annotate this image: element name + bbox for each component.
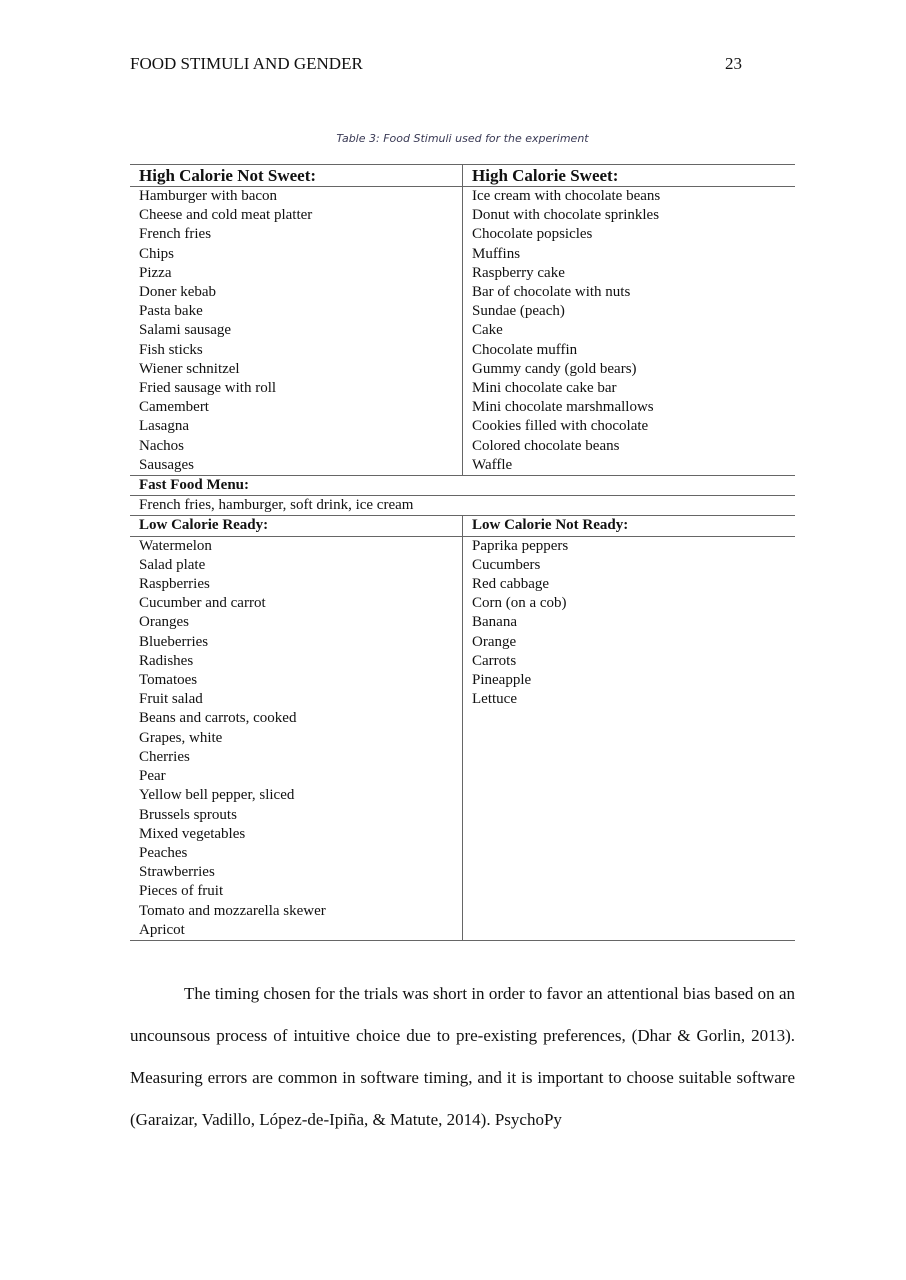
table-header-row-low-calorie xyxy=(130,516,795,536)
heading-low-calorie-not-ready: Low Calorie Not Ready: xyxy=(463,516,796,536)
body-paragraph-text: The timing chosen for the trials was short in order to favor an attentional bias based on an uncounsous process of intuitive choice due to pre-existing preferences, (Dhar & Gorlin, 2013). Measuring errors are common in software timing, and it is important to choose suitable software (Garaizar, Vadillo, López-de-Ipiña, & Matute, 2014). PsychoPy xyxy=(130,984,795,1129)
list-item: Bar of chocolate with nuts xyxy=(472,284,631,301)
list-item: Orange xyxy=(472,633,517,650)
list-item: Wiener schnitzel xyxy=(139,360,240,377)
list-item: Cake xyxy=(472,322,503,339)
list-item: Mini chocolate marshmallows xyxy=(472,399,654,416)
list-item: Colored chocolate beans xyxy=(472,437,620,454)
list-item: Pizza xyxy=(139,264,172,281)
list-item: Mini chocolate cake bar xyxy=(472,380,617,397)
body-paragraph xyxy=(130,973,795,1141)
list-item: Lettuce xyxy=(472,691,517,708)
list-item: Fish sticks xyxy=(139,341,203,358)
heading-low-calorie-ready: Low Calorie Ready: xyxy=(130,516,463,536)
list-fast-food-menu xyxy=(130,496,795,516)
list-high-calorie-not-sweet xyxy=(130,187,463,476)
list-item: Camembert xyxy=(139,399,209,416)
table-row-low-calorie xyxy=(130,536,795,940)
list-item: Cookies filled with chocolate xyxy=(472,418,649,435)
list-low-calorie-ready xyxy=(130,536,463,940)
list-item: Mixed vegetables xyxy=(139,825,246,842)
list-item: Cucumbers xyxy=(472,556,541,573)
list-item: Fruit salad xyxy=(139,691,203,708)
list-item: Strawberries xyxy=(139,864,215,881)
list-item: French fries, hamburger, soft drink, ice cream xyxy=(139,497,414,514)
list-item: Chocolate muffin xyxy=(472,341,578,358)
list-item: Gummy candy (gold bears) xyxy=(472,360,637,377)
list-item: Nachos xyxy=(139,437,184,454)
list-item: Raspberries xyxy=(139,576,210,593)
table-row-fast-food-heading xyxy=(130,476,795,496)
list-item: Salami sausage xyxy=(139,322,232,339)
list-item: Fried sausage with roll xyxy=(139,380,277,397)
list-item: Cucumber and carrot xyxy=(139,595,266,612)
table-caption: Table 3: Food Stimuli used for the experiment xyxy=(336,132,589,145)
list-item: Banana xyxy=(472,614,517,631)
list-item: Salad plate xyxy=(139,556,206,573)
list-item: Donut with chocolate sprinkles xyxy=(472,207,660,224)
list-item: Chips xyxy=(139,245,175,262)
list-item: Doner kebab xyxy=(139,284,217,301)
list-item: Blueberries xyxy=(139,633,209,650)
heading-fast-food-menu: Fast Food Menu: xyxy=(130,476,795,496)
list-item: Tomato and mozzarella skewer xyxy=(139,902,326,919)
list-item: Waffle xyxy=(472,456,513,473)
list-item: Tomatoes xyxy=(139,672,198,689)
page-number: 23 xyxy=(725,54,742,73)
list-item: Pieces of fruit xyxy=(139,883,224,900)
list-item: Apricot xyxy=(139,921,185,938)
list-item: Pear xyxy=(139,768,166,785)
list-item: Cherries xyxy=(139,748,190,765)
list-item: Sundae (peach) xyxy=(472,303,565,320)
list-item: Watermelon xyxy=(139,537,212,554)
list-item: Chocolate popsicles xyxy=(472,226,593,243)
list-high-calorie-sweet xyxy=(463,187,796,476)
list-low-calorie-not-ready xyxy=(463,536,796,940)
table-row-fast-food xyxy=(130,496,795,516)
list-item: Yellow bell pepper, sliced xyxy=(139,787,295,804)
heading-high-calorie-not-sweet: High Calorie Not Sweet: xyxy=(130,165,463,187)
list-item: Ice cream with chocolate beans xyxy=(472,188,661,204)
list-item: Radishes xyxy=(139,652,194,669)
list-item: Hamburger with bacon xyxy=(139,188,278,204)
running-head: FOOD STIMULI AND GENDER xyxy=(130,54,363,73)
list-item: Sausages xyxy=(139,456,194,473)
list-item: Paprika peppers xyxy=(472,537,569,554)
list-item: Oranges xyxy=(139,614,189,631)
list-item: Corn (on a cob) xyxy=(472,595,567,612)
list-item: Lasagna xyxy=(139,418,189,435)
list-item: Grapes, white xyxy=(139,729,223,746)
list-item: Cheese and cold meat platter xyxy=(139,207,313,224)
list-item: Brussels sprouts xyxy=(139,806,237,823)
list-item: Beans and carrots, cooked xyxy=(139,710,297,727)
list-item: Carrots xyxy=(472,652,517,669)
list-item: Muffins xyxy=(472,245,521,262)
page-header xyxy=(130,54,742,76)
food-stimuli-table xyxy=(130,164,795,941)
list-item: Peaches xyxy=(139,844,188,861)
list-item: French fries xyxy=(139,226,212,243)
list-item: Raspberry cake xyxy=(472,264,565,281)
heading-high-calorie-sweet: High Calorie Sweet: xyxy=(463,165,796,187)
list-item: Pasta bake xyxy=(139,303,203,320)
table-header-row xyxy=(130,165,795,187)
list-item: Red cabbage xyxy=(472,576,550,593)
table-row-high-calorie xyxy=(130,187,795,476)
list-item: Pineapple xyxy=(472,672,532,689)
